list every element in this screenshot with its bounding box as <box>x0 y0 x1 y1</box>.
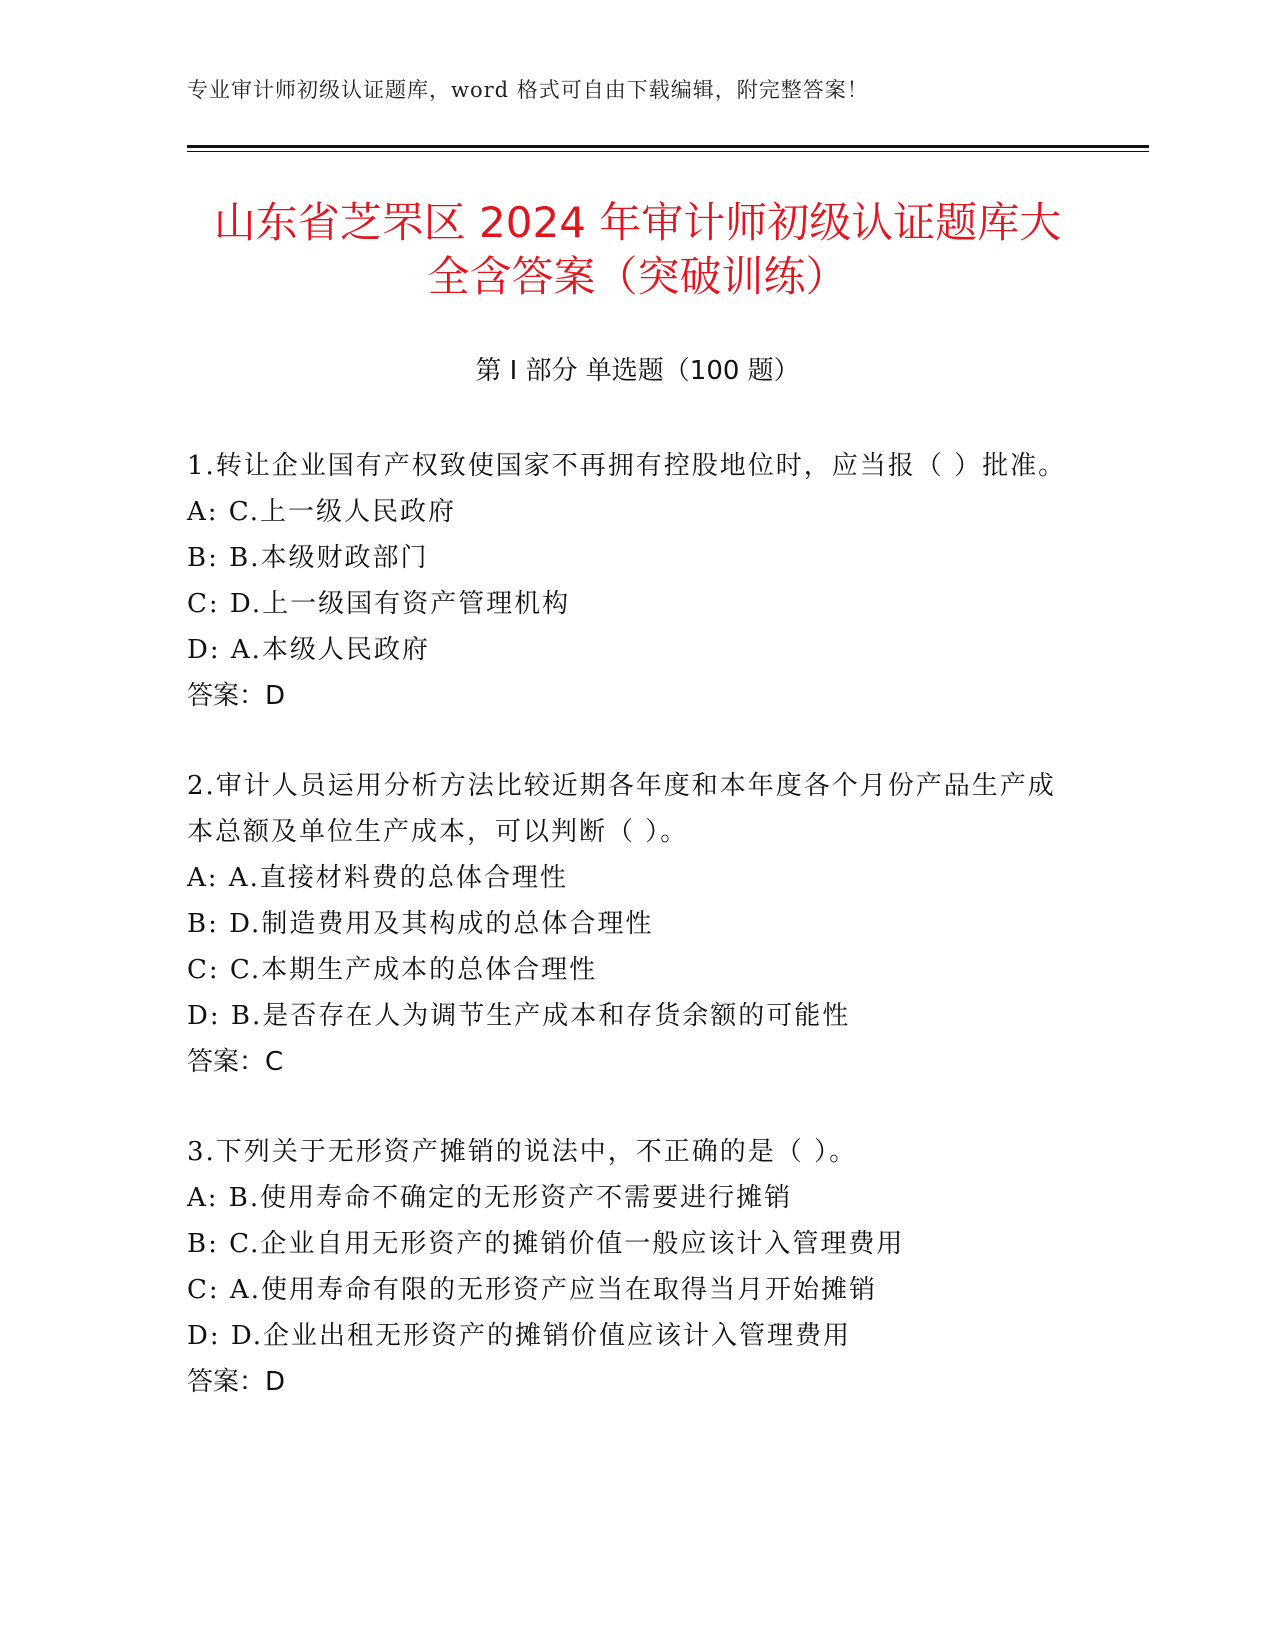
answer: 答案：C <box>187 1047 284 1077</box>
option-b: B: D.制造费用及其构成的总体合理性 <box>187 909 654 939</box>
option-a: A: C.上一级人民政府 <box>187 497 457 527</box>
option-d: D: D.企业出租无形资产的摊销价值应该计入管理费用 <box>187 1321 852 1351</box>
option-d: D: A.本级人民政府 <box>187 635 430 665</box>
question-text: 3.下列关于无形资产摊销的说法中，不正确的是（ ）。 <box>187 1137 858 1167</box>
option-c: C: A.使用寿命有限的无形资产应当在取得当月开始摊销 <box>187 1275 877 1305</box>
question-text: 2.审计人员运用分析方法比较近期各年度和本年度各个月份产品生产成本总额及单位生产成本，可以判断（ ）。 <box>187 771 1056 847</box>
question-list <box>187 443 1067 1449</box>
option-a: A: A.直接材料费的总体合理性 <box>187 863 568 893</box>
answer: 答案：D <box>187 1367 286 1397</box>
document-title <box>150 196 1125 304</box>
option-d: D: B.是否存在人为调节生产成本和存货余额的可能性 <box>187 1001 851 1031</box>
header-note: 专业审计师初级认证题库，word 格式可自由下载编辑，附完整答案！ <box>187 78 869 102</box>
header-rule-thick <box>187 145 1149 148</box>
option-a: A: B.使用寿命不确定的无形资产不需要进行摊销 <box>187 1183 793 1213</box>
title-line-2: 全含答案（突破训练） <box>427 252 848 301</box>
answer: 答案：D <box>187 681 286 711</box>
option-c: C: C.本期生产成本的总体合理性 <box>187 955 598 985</box>
option-b: B: C.企业自用无形资产的摊销价值一般应该计入管理费用 <box>187 1229 905 1259</box>
option-b: B: B.本级财政部门 <box>187 543 429 573</box>
header-rule-thin <box>187 151 1149 152</box>
section-title: 第 I 部分 单选题（100 题） <box>475 356 800 386</box>
title-line-1: 山东省芝罘区 2024 年审计师初级认证题库大 <box>213 198 1062 247</box>
question-text: 1.转让企业国有产权致使国家不再拥有控股地位时，应当报（ ）批准。 <box>187 451 1067 481</box>
question-2 <box>187 763 1067 1085</box>
question-3 <box>187 1129 1067 1405</box>
question-1 <box>187 443 1067 719</box>
option-c: C: D.上一级国有资产管理机构 <box>187 589 571 619</box>
